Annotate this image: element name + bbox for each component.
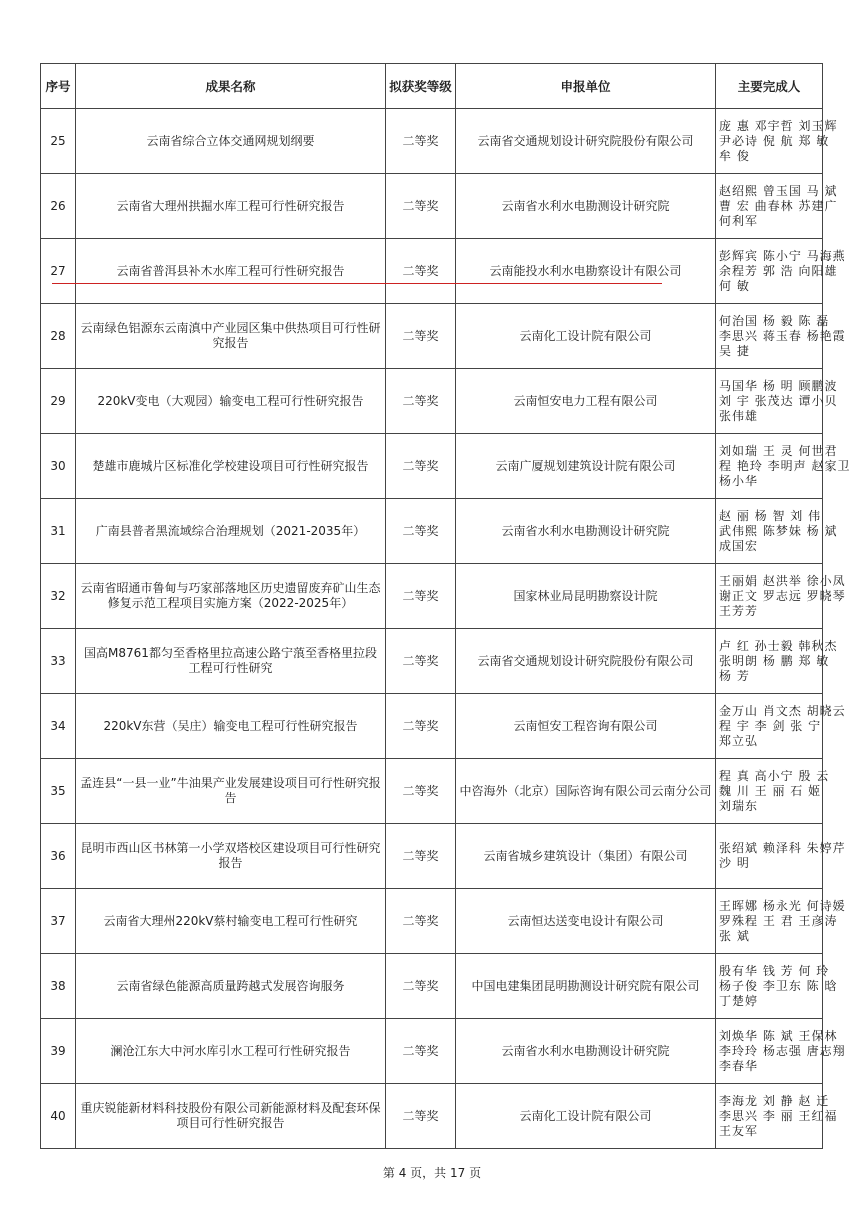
contributor-line: 杨 芳 <box>719 668 750 683</box>
award-grade: 二等奖 <box>386 369 456 434</box>
row-number: 36 <box>41 824 76 889</box>
contributor-line: 王芳芳 <box>719 603 759 618</box>
achievement-name: 220kV变电（大观园）输变电工程可行性研究报告 <box>76 369 386 434</box>
table-row <box>41 174 823 239</box>
contributor-line: 程 艳玲 李明声 赵家卫 <box>719 458 851 473</box>
applicant-unit: 云南化工设计院有限公司 <box>456 304 716 369</box>
contributor-line: 杨小华 <box>719 473 759 488</box>
main-contributors <box>716 1019 846 1084</box>
contributor-line: 丁楚婷 <box>719 993 759 1008</box>
applicant-unit: 云南恒安工程咨询有限公司 <box>456 694 716 759</box>
achievement-name: 广南县普者黑流域综合治理规划（2021-2035年） <box>76 499 386 564</box>
contributor-line: 曹 宏 曲春林 苏建广 <box>719 198 838 213</box>
header-no: 序号 <box>41 64 76 109</box>
award-grade: 二等奖 <box>386 954 456 1019</box>
main-contributors <box>716 889 846 954</box>
table-row <box>41 1084 823 1149</box>
award-grade: 二等奖 <box>386 304 456 369</box>
achievement-name: 孟连县“一县一业”牛油果产业发展建设项目可行性研究报告 <box>76 759 386 824</box>
main-contributors <box>716 694 846 759</box>
main-contributors <box>716 434 851 499</box>
contributor-line: 程 宇 李 剑 张 宁 <box>719 718 822 733</box>
award-grade: 二等奖 <box>386 824 456 889</box>
main-contributors <box>716 824 846 889</box>
achievement-name: 昆明市西山区书林第一小学双塔校区建设项目可行性研究报告 <box>76 824 386 889</box>
award-grade: 二等奖 <box>386 1084 456 1149</box>
row-number: 28 <box>41 304 76 369</box>
main-contributors <box>716 304 846 369</box>
contributor-line: 尹必诗 倪 航 郑 敏 <box>719 133 830 148</box>
achievement-name: 云南省普洱县补木水库工程可行性研究报告 <box>76 239 386 304</box>
contributor-line: 程 真 高小宁 殷 云 <box>719 768 830 783</box>
contributor-line: 卢 红 孙士毅 韩秋杰 <box>719 638 838 653</box>
achievement-name: 国高M8761都匀至香格里拉高速公路宁蒗至香格里拉段工程可行性研究 <box>76 629 386 694</box>
row-number: 39 <box>41 1019 76 1084</box>
table-row <box>41 954 823 1019</box>
achievement-name: 云南省大理州220kV蔡村输变电工程可行性研究 <box>76 889 386 954</box>
table-row <box>41 304 823 369</box>
award-grade: 二等奖 <box>386 889 456 954</box>
contributor-line: 殷有华 钱 芳 何 玲 <box>719 963 830 978</box>
main-contributors <box>716 239 846 304</box>
table-row <box>41 889 823 954</box>
row-number: 27 <box>41 239 76 304</box>
contributor-line: 王丽娟 赵洪举 徐小凤 <box>719 573 846 588</box>
award-grade: 二等奖 <box>386 499 456 564</box>
main-contributors <box>716 369 838 434</box>
achievement-name: 云南省大理州拱掘水库工程可行性研究报告 <box>76 174 386 239</box>
contributor-line: 张明朗 杨 鹏 郑 敏 <box>719 653 830 668</box>
contributor-line: 赵绍熙 曾玉国 马 斌 <box>719 183 838 198</box>
applicant-unit: 云南省交通规划设计研究院股份有限公司 <box>456 109 716 174</box>
row-number: 37 <box>41 889 76 954</box>
table-row <box>41 629 823 694</box>
applicant-unit: 云南省城乡建筑设计（集团）有限公司 <box>456 824 716 889</box>
award-grade: 二等奖 <box>386 759 456 824</box>
page-footer: 第 4 页，共 17 页 <box>382 1166 482 1180</box>
award-grade: 二等奖 <box>386 239 456 304</box>
row-number: 38 <box>41 954 76 1019</box>
award-grade: 二等奖 <box>386 629 456 694</box>
achievement-name: 云南绿色铝源东云南滇中产业园区集中供热项目可行性研究报告 <box>76 304 386 369</box>
achievement-name: 重庆锐能新材料科技股份有限公司新能源材料及配套环保项目可行性研究报告 <box>76 1084 386 1149</box>
applicant-unit: 中国电建集团昆明勘测设计研究院有限公司 <box>456 954 716 1019</box>
main-contributors <box>716 499 838 564</box>
header-name: 成果名称 <box>76 64 386 109</box>
contributor-line: 成国宏 <box>719 538 759 553</box>
row-number: 40 <box>41 1084 76 1149</box>
row-number: 29 <box>41 369 76 434</box>
award-grade: 二等奖 <box>386 694 456 759</box>
award-grade: 二等奖 <box>386 564 456 629</box>
main-contributors <box>716 174 838 239</box>
contributor-line: 李思兴 李 丽 王红福 <box>719 1108 838 1123</box>
applicant-unit: 云南广厦规划建筑设计院有限公司 <box>456 434 716 499</box>
contributor-line: 余程芳 郭 浩 向阳雄 <box>719 263 838 278</box>
header-unit: 申报单位 <box>456 64 716 109</box>
table-row <box>41 759 823 824</box>
contributor-line: 马国华 杨 明 顾鹏波 <box>719 378 838 393</box>
table-row <box>41 239 823 304</box>
contributor-line: 何利军 <box>719 213 759 228</box>
applicant-unit: 云南省水利水电勘测设计研究院 <box>456 174 716 239</box>
table-row <box>41 369 823 434</box>
contributor-line: 何治国 杨 毅 陈 磊 <box>719 313 830 328</box>
main-contributors <box>716 759 830 824</box>
highlight-underline <box>52 283 662 284</box>
awards-table <box>40 63 851 1149</box>
row-number: 31 <box>41 499 76 564</box>
contributor-line: 庞 惠 邓宇哲 刘玉辉 <box>719 118 838 133</box>
contributor-line: 刘如瑞 王 灵 何世君 <box>719 443 838 458</box>
contributor-line: 武伟熙 陈梦妹 杨 斌 <box>719 523 838 538</box>
achievement-name: 220kV东营（吴庄）输变电工程可行性研究报告 <box>76 694 386 759</box>
achievement-name: 云南省绿色能源高质量跨越式发展咨询服务 <box>76 954 386 1019</box>
row-number: 25 <box>41 109 76 174</box>
table-header-row <box>41 64 823 109</box>
applicant-unit: 国家林业局昆明勘察设计院 <box>456 564 716 629</box>
applicant-unit: 中咨海外（北京）国际咨询有限公司云南分公司 <box>456 759 716 824</box>
contributor-line: 郑立弘 <box>719 733 759 748</box>
contributor-line: 李玲玲 杨志强 唐志翔 <box>719 1043 846 1058</box>
applicant-unit: 云南省水利水电勘测设计研究院 <box>456 1019 716 1084</box>
contributor-line: 杨子俊 李卫东 陈 晗 <box>719 978 838 993</box>
award-grade: 二等奖 <box>386 174 456 239</box>
award-grade: 二等奖 <box>386 434 456 499</box>
applicant-unit: 云南省水利水电勘测设计研究院 <box>456 499 716 564</box>
contributor-line: 刘焕华 陈 斌 王保林 <box>719 1028 838 1043</box>
contributor-line: 魏 川 王 丽 石 姬 <box>719 783 822 798</box>
main-contributors <box>716 109 838 174</box>
contributor-line: 沙 明 <box>719 856 750 870</box>
contributor-line: 张绍斌 赖泽科 朱婷芹 <box>719 841 846 855</box>
table-row <box>41 1019 823 1084</box>
table-row <box>41 824 823 889</box>
table-row <box>41 434 823 499</box>
contributor-line: 何 敏 <box>719 278 750 293</box>
contributor-line: 张 斌 <box>719 928 750 943</box>
header-grade: 拟获奖等级 <box>386 64 456 109</box>
achievement-name: 楚雄市鹿城片区标准化学校建设项目可行性研究报告 <box>76 434 386 499</box>
contributor-line: 谢正文 罗志远 罗晓琴 <box>719 588 846 603</box>
contributor-line: 李春华 <box>719 1058 759 1073</box>
row-number: 32 <box>41 564 76 629</box>
table-row <box>41 694 823 759</box>
main-contributors <box>716 629 838 694</box>
applicant-unit: 云南化工设计院有限公司 <box>456 1084 716 1149</box>
achievement-name: 澜沧江东大中河水库引水工程可行性研究报告 <box>76 1019 386 1084</box>
table-row <box>41 499 823 564</box>
contributor-line: 王晖娜 杨永光 何诗媛 <box>719 898 846 913</box>
applicant-unit: 云南恒达送变电设计有限公司 <box>456 889 716 954</box>
table-row <box>41 564 823 629</box>
contributor-line: 刘瑞东 <box>719 798 759 813</box>
applicant-unit: 云南省交通规划设计研究院股份有限公司 <box>456 629 716 694</box>
applicant-unit: 云南恒安电力工程有限公司 <box>456 369 716 434</box>
row-number: 35 <box>41 759 76 824</box>
contributor-line: 李海龙 刘 静 赵 迁 <box>719 1093 830 1108</box>
contributor-line: 王友军 <box>719 1123 759 1138</box>
main-contributors <box>716 564 846 629</box>
contributor-line: 张伟雄 <box>719 408 759 423</box>
contributor-line: 赵 丽 杨 智 刘 伟 <box>719 508 822 523</box>
achievement-name: 云南省昭通市鲁甸与巧家部落地区历史遗留废弃矿山生态修复示范工程项目实施方案（2022-2025年） <box>76 564 386 629</box>
row-number: 26 <box>41 174 76 239</box>
award-grade: 二等奖 <box>386 109 456 174</box>
row-number: 33 <box>41 629 76 694</box>
achievement-name: 云南省综合立体交通网规划纲要 <box>76 109 386 174</box>
table-row <box>41 109 823 174</box>
award-grade: 二等奖 <box>386 1019 456 1084</box>
header-people: 主要完成人 <box>716 64 823 109</box>
main-contributors <box>716 1084 838 1149</box>
applicant-unit: 云南能投水利水电勘察设计有限公司 <box>456 239 716 304</box>
contributor-line: 彭辉宾 陈小宁 马海燕 <box>719 248 846 263</box>
contributor-line: 刘 宇 张茂达 谭小贝 <box>719 393 838 408</box>
contributor-line: 金万山 肖文杰 胡晓云 <box>719 703 846 718</box>
contributor-line: 吴 捷 <box>719 343 750 358</box>
row-number: 34 <box>41 694 76 759</box>
contributor-line: 李思兴 蒋玉春 杨艳霞 <box>719 328 846 343</box>
contributor-line: 牟 俊 <box>719 148 750 163</box>
contributor-line: 罗殊程 王 君 王彦涛 <box>719 913 838 928</box>
row-number: 30 <box>41 434 76 499</box>
main-contributors <box>716 954 838 1019</box>
